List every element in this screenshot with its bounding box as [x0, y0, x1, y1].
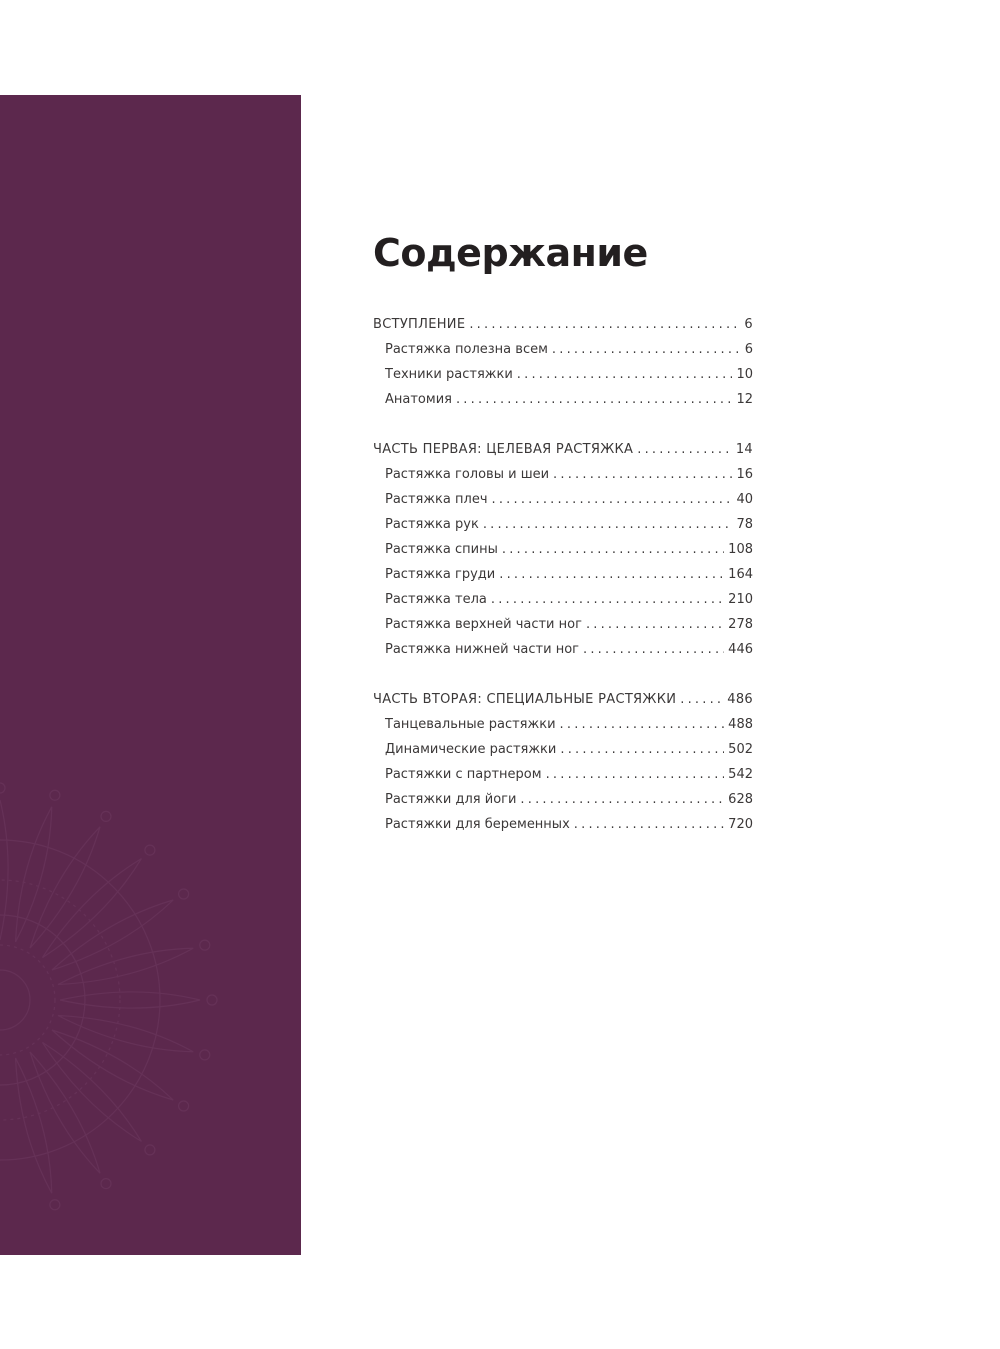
toc-section-entry[interactable] [373, 312, 753, 337]
toc-subsection-entry[interactable] [373, 637, 753, 662]
toc-subsection-entry[interactable] [373, 362, 753, 387]
toc-entry-label: Растяжки для беременных [385, 817, 570, 832]
toc-entry-label: Анатомия [385, 392, 452, 407]
dot-leader [491, 587, 724, 612]
toc-page-number: 12 [736, 392, 753, 407]
toc-subsection-entry[interactable] [373, 337, 753, 362]
toc-subsection-entry[interactable] [373, 712, 753, 737]
dot-leader [517, 362, 733, 387]
side-color-band [0, 95, 301, 1255]
toc-entry-label: Растяжка головы и шеи [385, 467, 550, 482]
toc-entry-label: ВСТУПЛЕНИЕ [373, 317, 466, 332]
page-title: Содержание [373, 231, 648, 275]
toc-group [373, 312, 753, 412]
toc-section-entry[interactable] [373, 437, 753, 462]
dot-leader [520, 787, 724, 812]
toc-subsection-entry[interactable] [373, 612, 753, 637]
dot-leader [680, 687, 723, 712]
toc-subsection-entry[interactable] [373, 562, 753, 587]
toc-subsection-entry[interactable] [373, 537, 753, 562]
toc-entry-label: Растяжка полезна всем [385, 342, 548, 357]
toc-entry-label: Растяжка тела [385, 592, 487, 607]
dot-leader [483, 512, 733, 537]
toc-entry-label: Растяжка нижней части ног [385, 642, 579, 657]
toc-page-number: 278 [728, 617, 753, 632]
dot-leader [583, 637, 724, 662]
toc-entry-label: Растяжка спины [385, 542, 498, 557]
toc-entry-label: Динамические растяжки [385, 742, 557, 757]
toc-list [373, 312, 753, 837]
toc-page-number: 542 [728, 767, 753, 782]
dot-leader [456, 387, 732, 412]
toc-page-number: 40 [736, 492, 753, 507]
toc-entry-label: Растяжка верхней части ног [385, 617, 582, 632]
dot-leader [560, 737, 724, 762]
dot-leader [499, 562, 724, 587]
toc-subsection-entry[interactable] [373, 487, 753, 512]
toc-entry-label: ЧАСТЬ ПЕРВАЯ: ЦЕЛЕВАЯ РАСТЯЖКА [373, 442, 634, 457]
toc-page-number: 720 [728, 817, 753, 832]
toc-subsection-entry[interactable] [373, 812, 753, 837]
toc-page-number: 14 [735, 442, 753, 457]
toc-subsection-entry[interactable] [373, 737, 753, 762]
toc-page-number: 16 [736, 467, 753, 482]
toc-entry-label: Растяжки для йоги [385, 792, 517, 807]
toc-page-number: 6 [744, 342, 753, 357]
toc-subsection-entry[interactable] [373, 762, 753, 787]
toc-subsection-entry[interactable] [373, 587, 753, 612]
toc-entry-label: Растяжка рук [385, 517, 479, 532]
toc-page-number: 164 [728, 567, 753, 582]
dot-leader [553, 462, 732, 487]
dot-leader [552, 337, 741, 362]
toc-group [373, 437, 753, 662]
dot-leader [560, 712, 725, 737]
toc-subsection-entry[interactable] [373, 462, 753, 487]
toc-entry-label: Танцевальные растяжки [385, 717, 556, 732]
dot-leader [574, 812, 724, 837]
toc-page-number: 502 [728, 742, 753, 757]
toc-page-number: 108 [728, 542, 753, 557]
toc-page-number: 628 [728, 792, 753, 807]
toc-page-number: 78 [736, 517, 753, 532]
toc-subsection-entry[interactable] [373, 512, 753, 537]
toc-subsection-entry[interactable] [373, 787, 753, 812]
mandala-ornament [0, 95, 301, 1255]
toc-subsection-entry[interactable] [373, 387, 753, 412]
toc-section-entry[interactable] [373, 687, 753, 712]
table-of-contents [373, 228, 753, 837]
dot-leader [492, 487, 733, 512]
dot-leader [469, 312, 740, 337]
toc-page-number: 488 [728, 717, 753, 732]
dot-leader [546, 762, 725, 787]
toc-entry-label: Растяжка груди [385, 567, 496, 582]
toc-page-number: 486 [727, 692, 753, 707]
toc-group [373, 687, 753, 837]
toc-entry-label: Растяжки с партнером [385, 767, 542, 782]
toc-page-number: 10 [736, 367, 753, 382]
toc-entry-label: ЧАСТЬ ВТОРАЯ: СПЕЦИАЛЬНЫЕ РАСТЯЖКИ [373, 692, 677, 707]
toc-entry-label: Растяжка плеч [385, 492, 488, 507]
toc-page-number: 210 [728, 592, 753, 607]
dot-leader [502, 537, 724, 562]
toc-page-number: 446 [728, 642, 753, 657]
dot-leader [637, 437, 732, 462]
toc-entry-label: Техники растяжки [385, 367, 513, 382]
toc-page-number: 6 [744, 317, 753, 332]
dot-leader [586, 612, 724, 637]
